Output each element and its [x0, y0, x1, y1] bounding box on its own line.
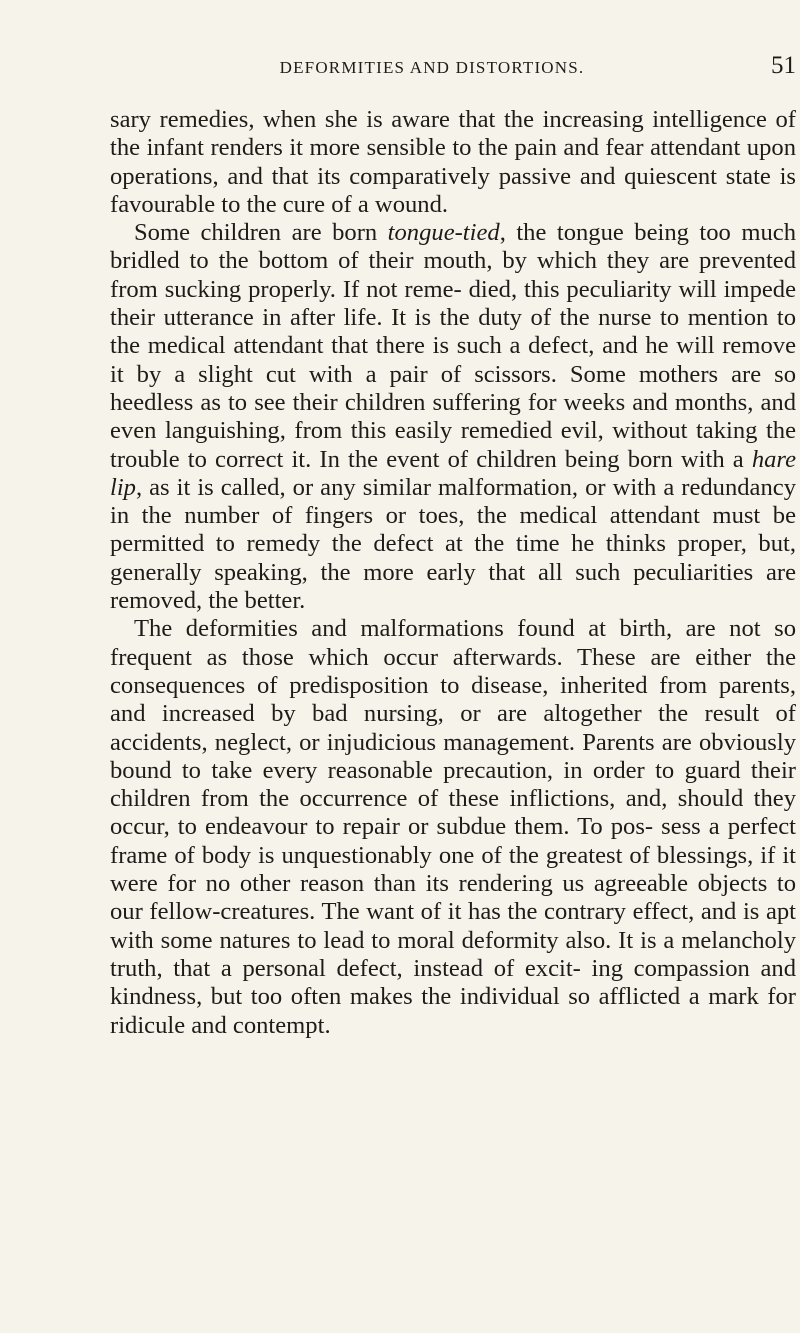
italic-term-tongue-tied: tongue-tied — [387, 219, 500, 247]
paragraph-tongue-tied — [110, 219, 796, 615]
paragraph-text: , as it is called, or any similar malformation, or with a redundancy in the number of fingers or toes, the medical attendant must be permitted to remedy the defect at the time he thinks proper, but, generally speaking, the more early that all such peculiarities are removed, the better. — [110, 473, 796, 615]
paragraph-deformities: The deformities and malformations found at birth, are not so frequent as those which occur afterwards. These are either the consequences of predisposition to disease, inherited from parents, and increased by bad nursing, or are altogether the result of accidents, neglect, or injudicious management. Parents are obviously bound to take every reasonable precaution, in order to guard their children from the occurrence of these inflictions, and, should they occur, to endeavour to repair or subdue them. To pos- sess a perfect frame of body is unquestionably one of the greatest of blessings, if it were for no other reason than its rendering us agreeable objects to our fellow-creatures. The want of it has the contrary effect, and is apt with some natures to lead to moral deformity also. It is a melancholy truth, that a personal defect, instead of excit- ing compassion and kindness, but too often makes the individual so afflicted a mark for ridicule and contempt. — [110, 615, 796, 1039]
paragraph-text: Some children are born — [134, 219, 388, 247]
body-text — [110, 106, 796, 1040]
italic-term-hare-lip: hare lip — [110, 445, 796, 501]
paragraph-text: , the tongue being too much bridled to the bottom of their mouth, by which they are prevented from sucking properly. If not reme- died, this peculiarity will impede their utterance in after life. It is the duty of the nurse to mention to the medical attendant that there is such a defect, and he will remove it by a slight cut with a pair of scissors. Some mothers are so heedless as to see their children suffering for weeks and months, and even languishing, from this easily remedied evil, without taking the trouble to correct it. In the event of children being born with a — [110, 219, 796, 473]
book-page — [110, 52, 796, 1040]
running-title: DEFORMITIES AND DISTORTIONS. — [279, 58, 585, 77]
page-number: 51 — [771, 52, 796, 79]
page-header — [110, 52, 796, 82]
paragraph-continuation: sary remedies, when she is aware that the increasing intelligence of the infant renders it more sensible to the pain and fear attendant upon operations, and that its comparatively passive and quiescent state is favourable to the cure of a wound. — [110, 106, 796, 218]
